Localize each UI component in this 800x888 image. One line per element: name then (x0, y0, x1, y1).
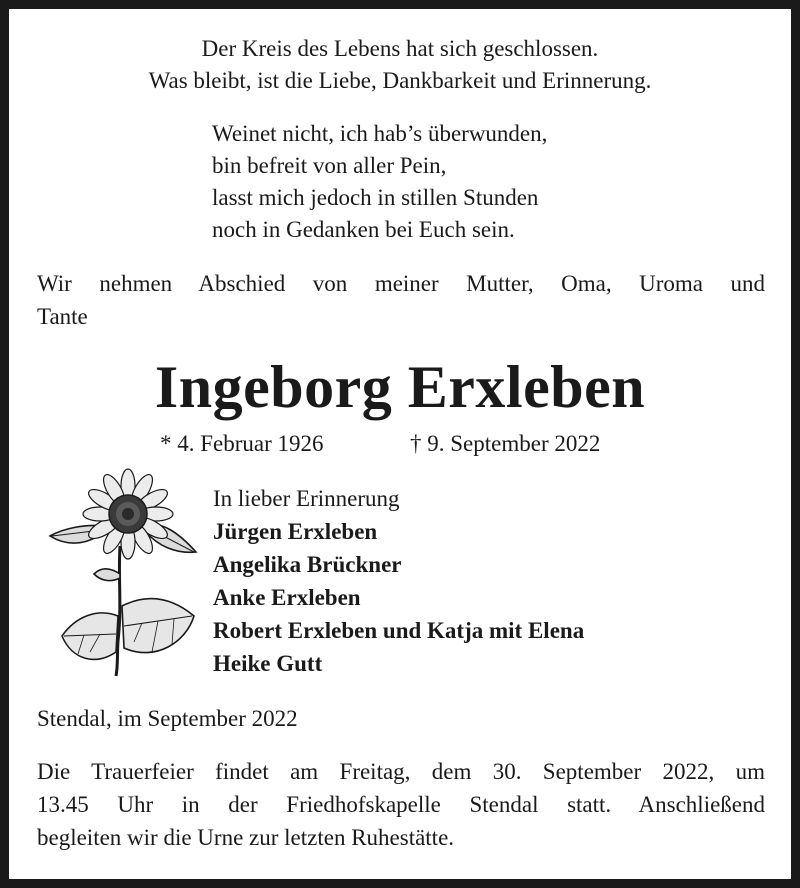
place-date: Stendal, im September 2022 (37, 706, 298, 731)
funeral-info-line-2: 13.45 Uhr in der Friedhofskapelle Stendal statt. Anschließend (37, 792, 765, 817)
mourner-name: Anke Erxleben (213, 585, 361, 610)
poem-line-1: Weinet nicht, ich hab’s überwunden, (212, 121, 548, 146)
funeral-info-line-3: begleiten wir die Urne zur letzten Ruhestätte. (37, 825, 455, 850)
mourner-name: Angelika Brückner (213, 552, 402, 577)
poem-line-3: lasst mich jedoch in stillen Stunden (212, 185, 539, 210)
death-date: † 9. September 2022 (410, 431, 601, 456)
poem-line-4: noch in Gedanken bei Euch sein. (212, 217, 515, 242)
funeral-info-line-1: Die Trauerfeier findet am Freitag, dem 30. September 2022, um (37, 759, 765, 784)
mourner-name: Jürgen Erxleben (213, 519, 378, 544)
mourner-name: Robert Erxleben und Katja mit Elena (213, 618, 585, 643)
mourners-heading: In lieber Erinnerung (213, 486, 400, 511)
birth-date: * 4. Februar 1926 (160, 431, 324, 456)
sunflower-icon (46, 466, 206, 680)
opening-verse-line-2: Was bleibt, ist die Liebe, Dankbarkeit und Erinnerung. (148, 68, 652, 93)
opening-verse-line-1: Der Kreis des Lebens hat sich geschlossen. (201, 36, 599, 61)
intro-line-2: Tante (37, 304, 88, 329)
mourner-name: Heike Gutt (213, 651, 323, 676)
poem-line-2: bin befreit von aller Pein, (212, 153, 447, 178)
intro-line-1: Wir nehmen Abschied von meiner Mutter, Oma, Uroma und (37, 271, 765, 296)
deceased-name: Ingeborg Erxleben (154, 354, 646, 420)
